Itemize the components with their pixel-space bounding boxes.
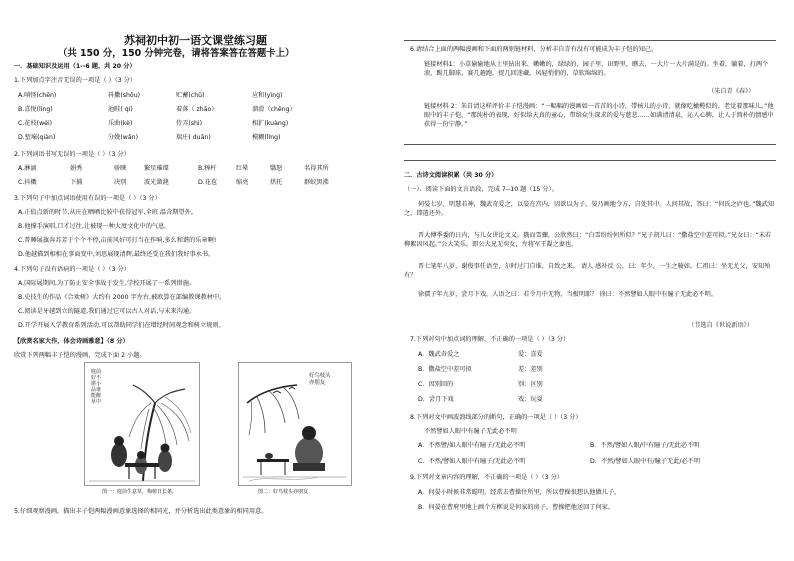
q7-stem: 7.下列对句中加点词的理解，不正确的一项是（ ）（3 分） [410,336,570,343]
q2-option: 决别 [114,179,127,186]
q1-option: 模糊(líng) [252,134,281,141]
q9-option: B．何晏在曹府里地上画个方框说是何家的房子，曹操把他送回了何家。 [418,504,615,511]
q7-option: A．魏武奇爱之 [418,351,460,358]
q1-option: B.喜悦(lìng) [18,106,53,113]
q9-option: A．何晏小时候非常聪明，经常去曹操住所里，所以曹操很想认他做儿子。 [418,489,621,496]
comic-1-caption: 图一：庭前生意草，梅植日长条。 [102,489,178,495]
q1-option: 应和(yìng) [252,92,283,99]
section2-heading: 二．古诗文阅读积累（共 30 分） [404,172,498,179]
q8-sentence: 不然譬如人眼中有瞳子无此必不明 [424,428,517,435]
q1-option: 贮蓄(chǔ) [176,92,205,99]
passage-p1: 何晏七岁，明慧若神，魏武奇爱之，以晏在宫内，因欲以为子。晏乃画地令方，自处其中。人问其故，答曰：“何氏之庐也。”魏武知之，即遣还外。 [404,201,774,217]
section1-heading: 一．基础知识及运用（1--6 题，共 20 分） [14,63,136,70]
q1-option: 池畦( qí) [108,106,133,113]
q1-option: 着落（ zhāo） [176,106,218,113]
q7-option: B．撒盐空中差可拟 [418,366,472,373]
q4-stem: 4.下列句子没有语病的一项是（ ）（3 分） [14,266,130,273]
passage-source: （节选自《世说新语》） [688,322,753,329]
q5-stem: 5.仔细观察漫画，描出丰子恺两幅漫画意象选择的相同光，并分析选出此类意象的相同用意。 [14,508,268,515]
q8-option: D．不然/譬如人眼中有/瞳子无此/必不明 [590,458,701,465]
q3-option: C.普睡展旗奔苏芳于个个不停,亩前风好可打当在作响,多么和谐的乐章啊! [18,237,217,244]
q6-material-1: 链接材料1：小草偷偷地从土里钻出来，嫩嫩的，绿绿的，园子里，田野里，瞧去，一大片一大片满是的。坐着，躺着，打两个滚，踢几脚球，赛几趟跑，捉几回迷藏。风轻悄悄的，草软绵绵的。 [424,61,769,77]
q7-option-meaning: 戏：玩耍 [518,396,543,403]
q4-option: A.国际展期间,为了防止安全事故于发生,学校开展了一系列措施。 [18,280,196,287]
q2-option: 烘托 [270,179,283,186]
right-column [404,0,780,561]
q3-option: A.正值点新的时节,从庄在晒晒比较中获得冠军,全班 温含期望外。 [18,209,198,216]
q2-option: 娟秀 [70,165,83,172]
q6-stem: 6.请结合上面的两幅漫画和下面的两则链材料，分析丰自青有没有可能成为丰子恺的知己。 [410,46,658,53]
q1-stem: 1.下列加点字注音无误的一项是（ ）（3 分） [14,77,137,84]
q1-option: C.花枝(wéi) [18,120,53,127]
q9-stem: 9.下列对文章内容的理解，不正确的一项是（ ）（3 分） [410,474,563,481]
q5-heading: 【欣赏名家大作，体会诗画雅意】（8 分） [14,338,129,345]
q2-option: 骄睐 [114,165,127,172]
q2-option: B.棒杆 [198,165,217,172]
q4-option: B.史技生的作品《合欢树》大约有 2000 字左右,被欧算在部编教课教材中。 [18,294,226,301]
q1-option: 瑞庄( duān) [176,134,211,141]
q2-option: 下捕 [70,179,83,186]
q2-option: C.抖擞 [18,179,37,186]
q7-option: D．尝月下戏 [418,396,454,403]
q2-option: 红晕 [236,165,249,172]
q2-option: D.花苞 [198,179,218,186]
comic-image-1 [84,362,200,486]
comic-2-caption: 图二：好鸟枝头亦朋友 [258,489,309,495]
answer-line [404,160,776,161]
q2-option: A.淋漓 [18,165,37,172]
q1-option: 乐曲(kè) [108,120,133,127]
passage-p2: 晋大傅季委的日内，与儿女讲论文义。俄而雪骤，公欣然曰：“白雪纷纷何所似？”兄子胡儿曰：“撒盐空中差可拟。”兄女曰：“未若柳絮因风起。”公大笑乐。即公大兄无奕女，左将军王凝之妻也。 [404,232,772,248]
q4-option: C.阅读是牙越到立的隧道,我们通过它可以古人对话,与未来沟通。 [18,308,196,315]
comic-2-drawing [239,363,351,485]
q8-option: A．不然譬/如人眼中有瞳子/无此必不明 [418,442,526,449]
q2-option: 缩亮 [236,179,249,186]
passage-p4: 徐孺子年九岁，尝月下戏，人语之曰：若令月中无物，当极明耶？ 徐曰：不然譬如人眼中有瞳子无此必不明。 [418,291,717,298]
q2-stem: 2.下列词语书写无误的一项是（ ）（3 分） [14,151,130,158]
q2-option: 波光潋滟 [144,179,169,186]
passage-p3: 晋七笔年八岁，谢俊事任语至，尔时过门自谁，自致之来。 请人 感补反 公，曰：年少，一生之骑如。仁祖曰：坐无尤父，安知殆有？ [404,263,771,279]
q3-stem: 3.下列句子中加点词语使用有误的一项是（ ）（3 分） [14,195,161,202]
q3-option: B.他撑手演唱,口才过往,让被现一种大度文化中的气息。 [18,223,171,230]
q1-option: A.嗔怪(chēn) [18,92,57,99]
comic-2-poem: 好鸟枝头亦朋友 [309,373,331,386]
comic-image-2 [238,362,352,486]
q7-option-meaning: 别：区别 [518,381,543,388]
left-column [14,0,394,561]
q6-material-2: 链接材料 2：朱自清这样评价丰子恺漫画：“一幅幅的漫画如一首首的小诗，带核儿的小诗，就像吃橄榄似的，老觉着那味儿。”他眼中的丰子恺，“那纯朴的表现，好似给天真的童心，带给众生深求的爱与慈悲……如满清清泉，沁人心脾，让人于简朴的情感中获得一份宁静。” [424,103,774,128]
answer-line [404,144,776,145]
q1-option: 抖擞(shǒu) [108,92,141,99]
page-subtitle: （共 150 分，150 分钟完卷，请将答案答在答题卡上） [58,48,295,59]
q2-option: 繁星璀璨 [144,165,169,172]
comic-1-poem: 庭前好不堪小品谁能醉草中 [91,369,102,405]
q3-option: D.他越描到相相在事面变中,刘思展现清辉,最终还受在我们我好事永书。 [18,251,215,258]
q8-stem: 8.下列对文中画波浪线部分的断句，正确的一项是（ ）（3 分） [410,414,582,421]
q2-option: 名得其所 [304,165,329,172]
q1-option: 溜滑（chěng） [252,106,296,113]
section2-sub: （一）．阅读下面的文言语段，完成 7--10 题（15 分）。 [404,186,558,193]
q4-option: D.开学开展入学教育系列活动,可以帮助同学们在增经时间观念和树立规则。 [18,322,225,329]
answer-line [404,40,776,41]
q5-intro: 欣赏下列两幅丰子恺的漫画，完成下面 2 小题。 [14,352,146,359]
q8-option: B．不然/譬如人眼/中有瞳子/无此必不明 [590,442,700,449]
q1-option: 侍弄(shì) [176,120,203,127]
page-title: 苏祠初中初一语文课堂练习题 [124,34,267,47]
q2-option: 群蚁黑沸 [304,179,329,186]
q1-option: D.堑壕(qiàn) [18,134,56,141]
q8-option: C．不然/譬如人眼中有瞳子/无此必不明 [418,458,526,465]
q7-option-meaning: 差：差别 [518,366,543,373]
q1-option: 分娩(wǎn) [108,134,138,141]
q2-option: 翳怒 [270,165,283,172]
q6-material-1-source: （朱自青《春》） [708,88,755,95]
q7-option: C．因别回的 [418,381,454,388]
q7-option-meaning: 爱：喜爱 [518,351,543,358]
q1-option: 相扩(kuàng) [252,120,289,127]
